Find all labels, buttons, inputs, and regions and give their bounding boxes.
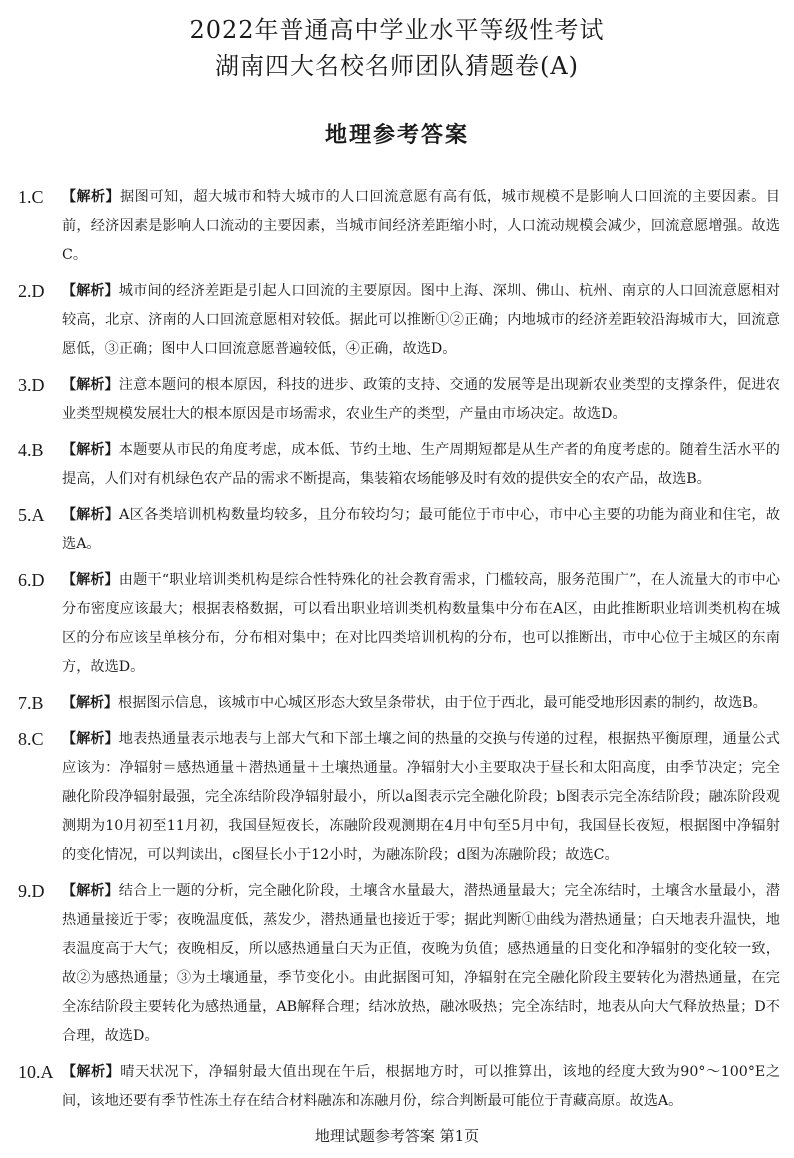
exam-series-title: 湖南四大名校名师团队猜题卷(A) — [214, 52, 580, 80]
answer-item-10 — [18, 1058, 780, 1116]
exam-title: 2022年普通高中学业水平等级性考试 — [189, 16, 605, 44]
answer-item-1 — [18, 183, 780, 270]
analysis-tag: 【解析】 — [62, 283, 119, 299]
analysis-tag: 【解析】 — [62, 507, 120, 523]
answer-item-9 — [18, 877, 780, 1051]
answer-number: 7.B — [18, 693, 44, 713]
answer-text: 晴天状况下，净辐射最大值出现在午后，根据地方时，可以推算出，该地的经度大致为90°～100°E之间，该地还要有季节性冻土存在结合材料融冻和冻融月份，综合判断最可能位于青藏高原。故选A。 — [62, 1064, 781, 1109]
answer-number: 4.B — [18, 440, 44, 460]
answer-item-3 — [18, 371, 780, 429]
answer-item-8 — [18, 725, 780, 870]
answer-list — [18, 183, 780, 1123]
answer-item-4 — [18, 436, 780, 494]
analysis-tag: 【解析】 — [62, 377, 119, 393]
answer-text: 结合上一题的分析，完全融化阶段，土壤含水量最大，潜热通量最大；完全冻结时，土壤含水量最小，潜热通量接近于零；夜晚温度低，蒸发少，潜热通量也接近于零；据此判断①曲线为潜热通量；白天地表升温快，地表温度高于大气；夜晚相反，所以感热通量白天为正值，夜晚为负值；感热通量的日变化和净辐射的变化较一致，故②为感热通量；③为土壤通量，季节变化小。由此据图可知，净辐射在完全融化阶段主要转化为潜热通量，在完全冻结阶段主要转化为感热通量，AB解释合理；结冰放热，融冰吸热；完全冻结时，地表从向大气释放热量；D不合理，故选D。 — [62, 883, 780, 1044]
answer-number: 9.D — [18, 881, 45, 901]
analysis-tag: 【解析】 — [62, 572, 119, 588]
analysis-tag: 【解析】 — [62, 189, 120, 205]
analysis-tag: 【解析】 — [62, 1064, 121, 1080]
answer-number: 3.D — [18, 375, 45, 395]
analysis-tag: 【解析】 — [62, 883, 119, 899]
answer-number: 1.C — [18, 187, 44, 207]
answer-text: 本题要从市民的角度考虑，成本低、节约土地、生产周期短都是从生产者的角度考虑的。随着生活水平的提高，人们对有机绿色农产品的需求不断提高，集装箱农场能够及时有效的提供安全的农产品，故选B。 — [62, 442, 780, 487]
answer-text: 根据图示信息，该城市中心城区形态大致呈条带状，由于位于西北，最可能受地形因素的制约，故选B。 — [118, 695, 767, 711]
answer-number: 2.D — [18, 281, 45, 301]
analysis-tag: 【解析】 — [62, 731, 119, 747]
answer-text: 地表热通量表示地表与上部大气和下部土壤之间的热量的交换与传递的过程，根据热平衡原理，通量公式应该为：净辐射＝感热通量＋潜热通量＋土壤热通量。净辐射大小主要取决于昼长和太阳高度，由季节决定；完全融化阶段净辐射最强，完全冻结阶段净辐射最小，所以a图表示完全融化阶段；b图表示完全冻结阶段；融冻阶段观测期为10月初至11月初，我国昼短夜长，冻融阶段观测期在4月中旬至5月中旬，我国昼长夜短，根据图中净辐射的变化情况，可以判读出，c图昼长小于12小时，为融冻阶段；d图为冻融阶段；故选C。 — [62, 731, 780, 863]
answer-number: 8.C — [18, 729, 44, 749]
answer-number: 6.D — [18, 570, 45, 590]
analysis-tag: 【解析】 — [62, 695, 118, 711]
answer-text: A区各类培训机构数量均较多，且分布较均匀；最可能位于市中心，市中心主要的功能为商业和住宅，故选A。 — [62, 507, 781, 552]
page-footer: 地理试题参考答案 第1页 — [314, 1127, 480, 1145]
answer-item-5 — [18, 501, 780, 559]
answer-item-7 — [18, 689, 780, 718]
answer-item-2 — [18, 277, 780, 364]
answer-item-6 — [18, 566, 780, 682]
page-title: 地理参考答案 — [324, 123, 469, 148]
answer-text: 城市间的经济差距是引起人口回流的主要原因。图中上海、深圳、佛山、杭州、南京的人口回流意愿相对较高，北京、济南的人口回流意愿相对较低。据此可以推断①②正确；内地城市的经济差距较沿海城市大，回流意愿低，③正确；图中人口回流意愿普遍较低，④正确，故选D。 — [62, 283, 780, 357]
answer-text: 据图可知，超大城市和特大城市的人口回流意愿有高有低，城市规模不是影响人口回流的主要因素。目前，经济因素是影响人口流动的主要因素，当城市间经济差距缩小时，人口流动规模会减少，回流意愿增强。故选C。 — [62, 189, 780, 263]
answer-number: 10.A — [18, 1062, 54, 1082]
answer-text: 由题干“职业培训类机构是综合性特殊化的社会教育需求，门槛较高，服务范围广”，在人流量大的市中心分布密度应该最大；根据表格数据，可以看出职业培训类机构数量集中分布在A区，由此推断职业培训类机构在城区的分布应该呈单核分布，分布相对集中；在对比四类培训机构的分布，也可以推断出，市中心位于主城区的东南方，故选D。 — [62, 572, 781, 675]
answer-number: 5.A — [18, 505, 45, 525]
analysis-tag: 【解析】 — [62, 442, 119, 458]
answer-text: 注意本题问的根本原因，科技的进步、政策的支持、交通的发展等是出现新农业类型的支撑条件，促进农业类型规模发展壮大的根本原因是市场需求，农业生产的类型，产量由市场决定。故选D。 — [62, 377, 780, 422]
